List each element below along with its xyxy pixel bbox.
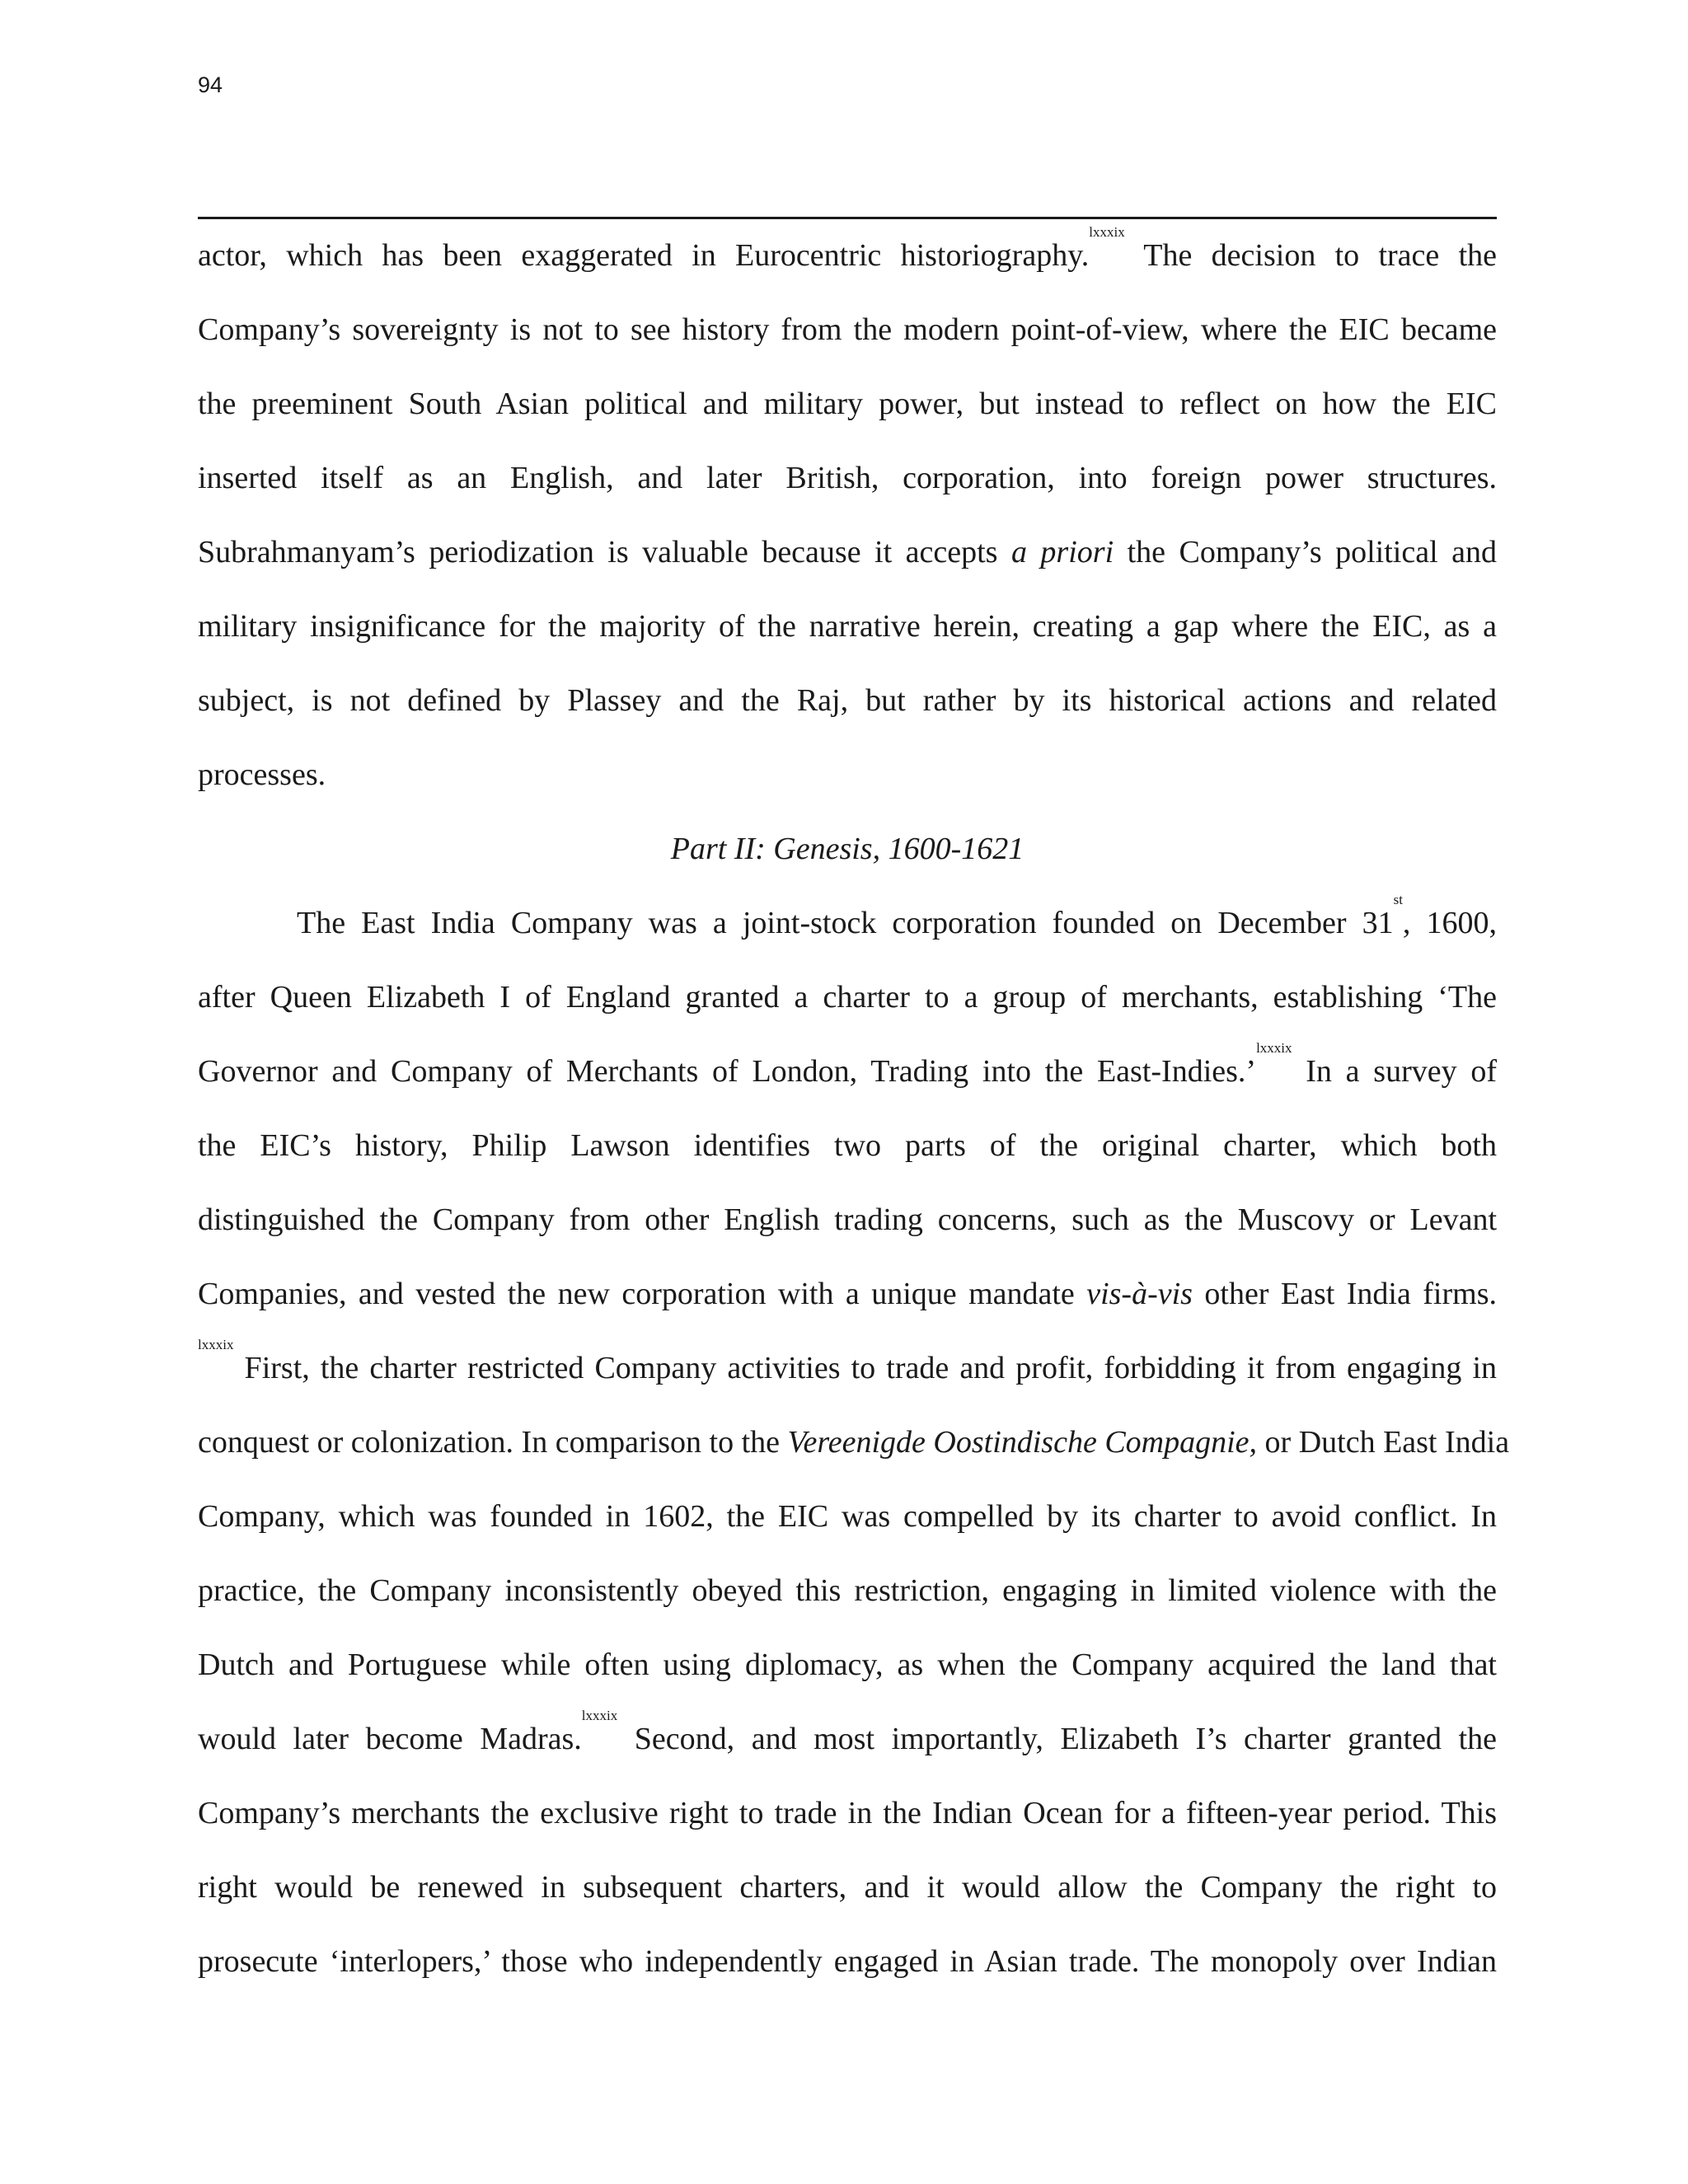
text-run: Companies, and vested the new corporation with a unique mandate bbox=[198, 1277, 1087, 1311]
body-line bbox=[198, 377, 1497, 451]
text-run: other East India firms. bbox=[1192, 1277, 1497, 1311]
section-heading bbox=[198, 822, 1497, 896]
body-line bbox=[198, 1934, 1497, 2008]
text-run: distinguished the Company from other English trading concerns, such as the Muscovy or Levant bbox=[198, 1202, 1497, 1237]
endnote-marker[interactable]: lxxxix bbox=[1089, 224, 1125, 240]
text-run: Company’s sovereignty is not to see history from the modern point-of-view, where the EIC became bbox=[198, 312, 1497, 347]
footnote-separator-rule bbox=[198, 217, 1497, 219]
body-text bbox=[198, 224, 1510, 2008]
body-line bbox=[198, 1563, 1497, 1638]
italic-phrase: vis-à-vis bbox=[1086, 1277, 1193, 1311]
body-line bbox=[198, 1638, 1497, 1712]
body-line bbox=[198, 1860, 1497, 1934]
text-run: the preeminent South Asian political and military power, but instead to reflect on how the EIC bbox=[198, 387, 1497, 421]
body-line bbox=[198, 302, 1497, 377]
text-run: inserted itself as an English, and later British, corporation, into foreign power structures. bbox=[198, 461, 1497, 495]
text-run: Dutch and Portuguese while often using diplomacy, as when the Company acquired the land that bbox=[198, 1647, 1497, 1682]
body-line bbox=[198, 1489, 1497, 1563]
text-run: The decision to trace the bbox=[1124, 238, 1497, 273]
endnote-marker[interactable]: lxxxix bbox=[1256, 1040, 1292, 1056]
body-line bbox=[198, 525, 1497, 599]
text-run: processes. bbox=[198, 757, 326, 792]
body-line bbox=[198, 1040, 1497, 1118]
text-run: Second, and most importantly, Elizabeth I’s charter granted the bbox=[617, 1722, 1497, 1756]
body-line bbox=[198, 1267, 1497, 1341]
italic-phrase: Vereenigde Oostindische Compagnie, bbox=[787, 1425, 1258, 1460]
body-line bbox=[198, 1708, 1497, 1786]
body-line bbox=[198, 892, 1498, 970]
italic-phrase: a priori bbox=[1010, 535, 1114, 569]
text-run: the Company’s political and bbox=[1114, 535, 1497, 569]
text-run: prosecute ‘interlopers,’ those who independently engaged in Asian trade. The monopoly over Indian bbox=[198, 1944, 1497, 1979]
text-run: would later become Madras. bbox=[198, 1722, 582, 1756]
body-line bbox=[198, 673, 1497, 748]
text-run: Company’s merchants the exclusive right to trade in the Indian Ocean for a fifteen-year period. This bbox=[198, 1796, 1497, 1830]
text-run: Governor and Company of Merchants of London, Trading into the East-Indies.’ bbox=[198, 1054, 1257, 1089]
text-run: practice, the Company inconsistently obeyed this restriction, engaging in limited violence with the bbox=[198, 1573, 1497, 1608]
text-run: actor, which has been exaggerated in Eurocentric historiography. bbox=[198, 238, 1090, 273]
endnote-marker[interactable]: lxxxix bbox=[198, 1337, 234, 1352]
body-line bbox=[198, 1786, 1497, 1860]
text-run: the EIC’s history, Philip Lawson identifies two parts of the original charter, which both bbox=[198, 1128, 1497, 1163]
body-line bbox=[198, 1415, 1510, 1489]
text-run: military insignificance for the majority of the narrative herein, creating a gap where the EIC, as a bbox=[198, 609, 1497, 644]
text-run: subject, is not defined by Plassey and the Raj, but rather by its historical actions and related bbox=[198, 683, 1497, 718]
body-line bbox=[198, 970, 1497, 1044]
body-line bbox=[198, 451, 1497, 525]
page-number: 94 bbox=[198, 73, 223, 97]
endnote-marker[interactable]: lxxxix bbox=[581, 1708, 618, 1723]
body-line bbox=[198, 599, 1497, 673]
text-run: after Queen Elizabeth I of England granted a charter to a group of merchants, establishing ‘The bbox=[198, 980, 1497, 1015]
text-run: Company, which was founded in 1602, the EIC was compelled by its charter to avoid conflict. In bbox=[198, 1499, 1497, 1534]
section-heading-text: Part II: Genesis, 1600-1621 bbox=[670, 832, 1025, 866]
text-run: conquest or colonization. In comparison to the bbox=[198, 1425, 788, 1460]
text-run: Subrahmanyam’s periodization is valuable because it accepts bbox=[198, 535, 1011, 569]
text-run: The East India Company was a joint-stock corporation founded on December 31 bbox=[297, 906, 1394, 940]
body-line bbox=[198, 1118, 1497, 1193]
ordinal-suffix: st bbox=[1393, 892, 1403, 907]
body-line bbox=[198, 1193, 1497, 1267]
text-run: First, the charter restricted Company activities to trade and profit, forbidding it from engaging in bbox=[233, 1351, 1497, 1385]
text-run: , 1600, bbox=[1402, 906, 1498, 940]
body-line bbox=[198, 748, 1497, 822]
text-run: or Dutch East India bbox=[1257, 1425, 1510, 1460]
text-run: right would be renewed in subsequent charters, and it would allow the Company the right to bbox=[198, 1870, 1497, 1905]
body-line bbox=[198, 1337, 1497, 1415]
body-line bbox=[198, 224, 1497, 302]
text-run: In a survey of bbox=[1292, 1054, 1497, 1089]
